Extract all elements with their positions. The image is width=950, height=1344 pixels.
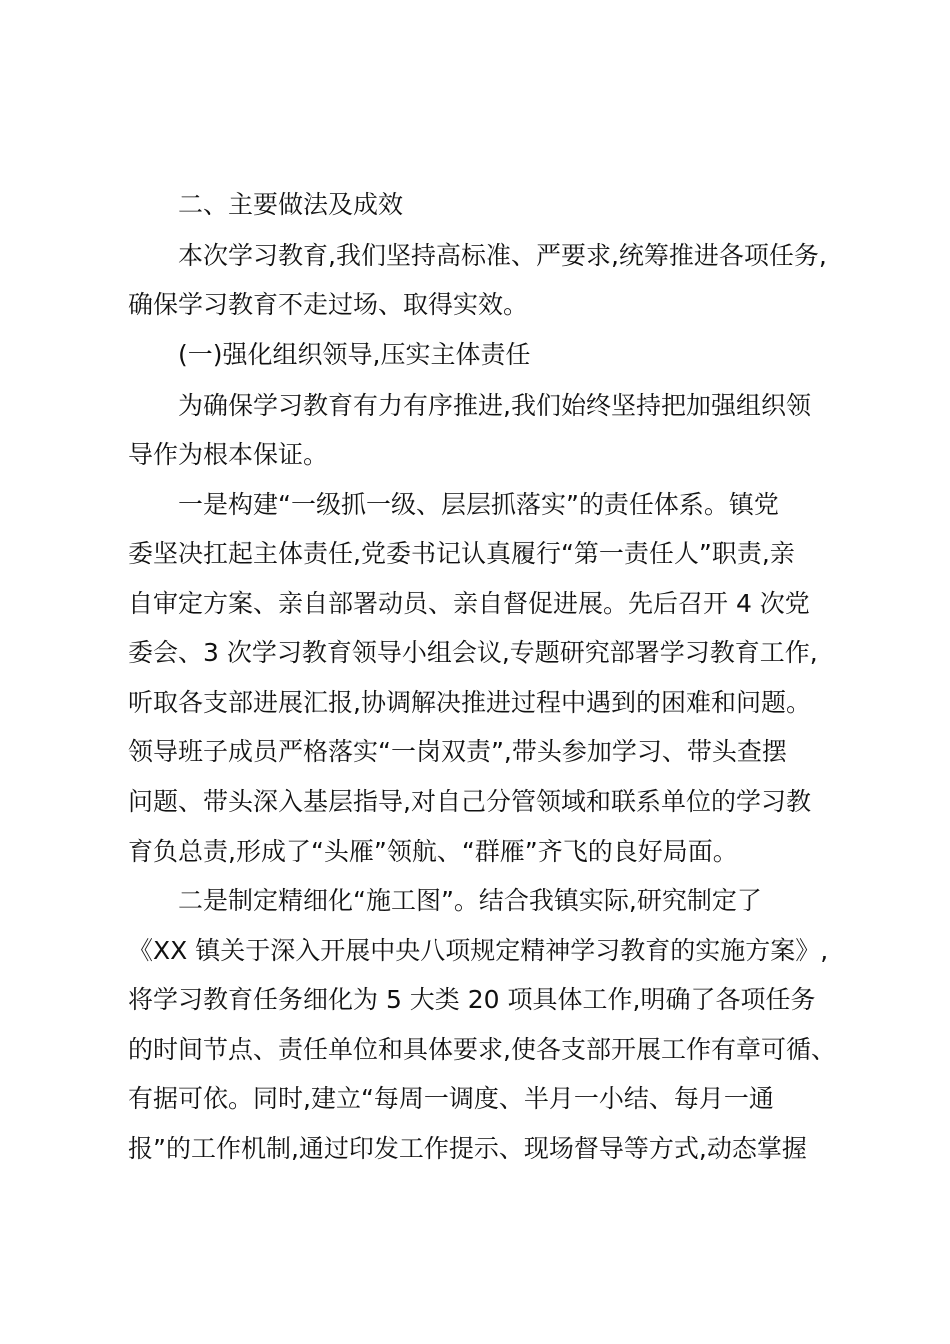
paragraph-line: 听取各支部进展汇报,协调解决推进过程中遇到的困难和问题。 [128,688,811,717]
subsection-heading: (一)强化组织领导,压实主体责任 [178,340,531,369]
paragraph-line: 一是构建“一级抓一级、层层抓落实”的责任体系。镇党 [178,490,779,519]
paragraph-line: 确保学习教育不走过场、取得实效。 [128,290,529,319]
paragraph-line: 领导班子成员严格落实“一岗双责”,带头参加学习、带头查摆 [128,737,787,766]
paragraph-line: 报”的工作机制,通过印发工作提示、现场督导等方式,动态掌握 [128,1134,807,1163]
section-heading: 二、主要做法及成效 [178,190,404,219]
paragraph-line: 有据可依。同时,建立“每周一调度、半月一小结、每月一通 [128,1084,774,1113]
paragraph-line: 二是制定精细化“施工图”。结合我镇实际,研究制定了 [178,886,762,915]
paragraph-line: 《XX 镇关于深入开展中央八项规定精神学习教育的实施方案》, [128,936,829,965]
paragraph-line: 自审定方案、亲自部署动员、亲自督促进展。先后召开 4 次党 [128,589,810,618]
paragraph-line: 为确保学习教育有力有序推进,我们始终坚持把加强组织领 [178,391,811,420]
paragraph-line: 将学习教育任务细化为 5 大类 20 项具体工作,明确了各项任务 [128,985,816,1014]
paragraph-line: 的时间节点、责任单位和具体要求,使各支部开展工作有章可循、 [128,1035,836,1064]
paragraph-line: 育负总责,形成了“头雁”领航、“群雁”齐飞的良好局面。 [128,837,738,866]
paragraph-line: 本次学习教育,我们坚持高标准、严要求,统筹推进各项任务, [178,241,827,270]
paragraph-line: 委会、3 次学习教育领导小组会议,专题研究部署学习教育工作, [128,638,818,667]
paragraph-line: 导作为根本保证。 [128,440,329,469]
paragraph-line: 委坚决扛起主体责任,党委书记认真履行“第一责任人”职责,亲 [128,539,795,568]
paragraph-line: 问题、带头深入基层指导,对自己分管领域和联系单位的学习教 [128,787,811,816]
